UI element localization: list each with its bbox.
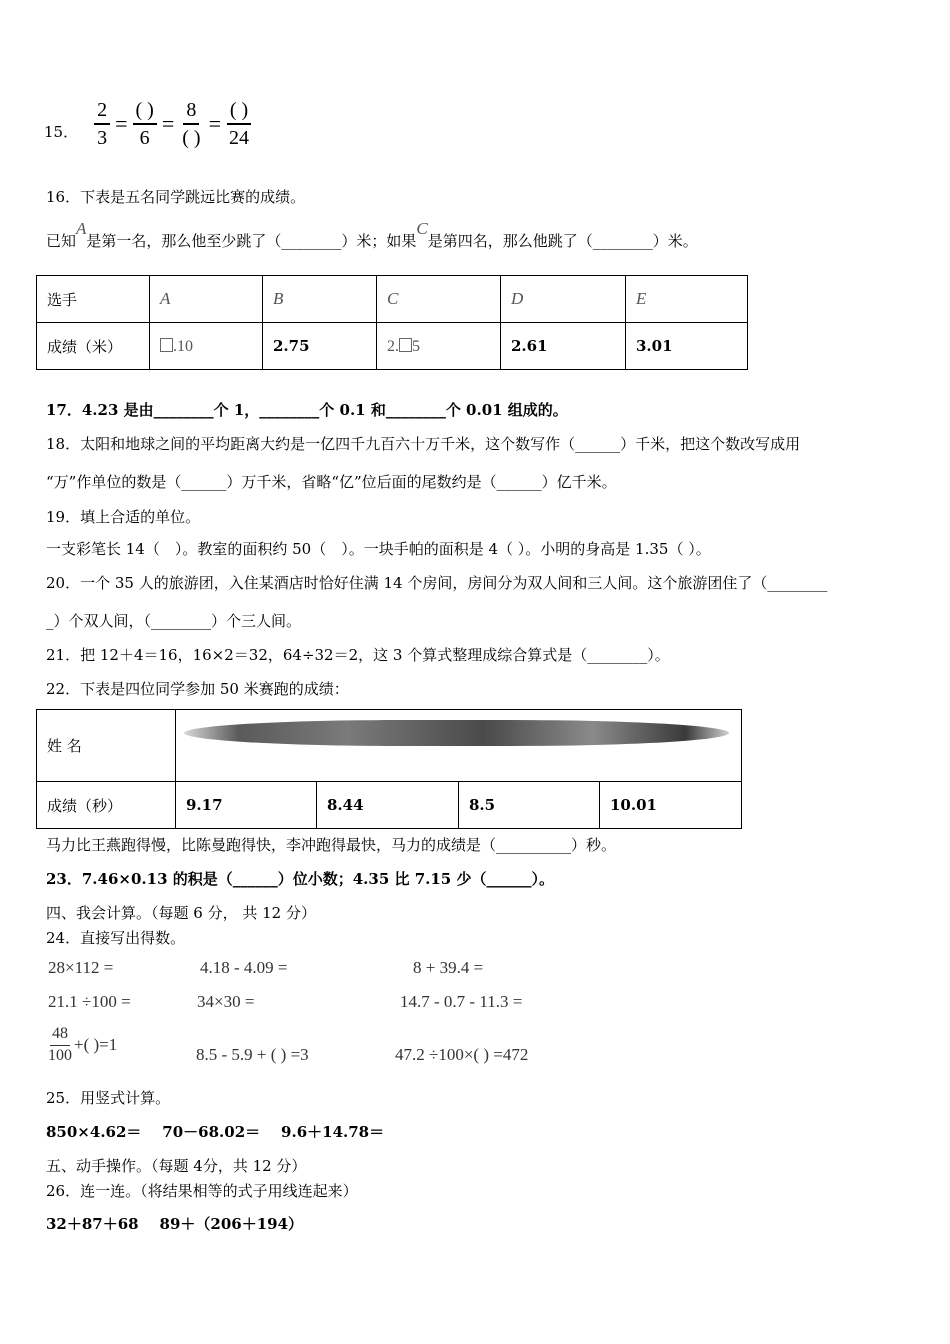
fraction-blank-24: $\frac{( )}{24}$ [226, 100, 252, 148]
score-b: 2.75 [263, 323, 377, 370]
q24-title: 24．直接写出得数。 [46, 929, 186, 947]
time-cell: 8.5 [459, 782, 600, 829]
section-5-heading: 五、动手操作。（每题 4分，共 12 分） [46, 1157, 307, 1175]
q26-line: 32＋87＋68 89＋（206＋194） [46, 1215, 304, 1233]
q15-equation: 15． $\frac{2}{3}$ = $\frac{( )}{6}$ = $\frac{8}{( )}$ = $\frac{( )}{24}$ [44, 100, 254, 148]
calc-item: 8.5 - 5.9 + ( ) =3 [196, 1045, 309, 1064]
q15-number: 15． [44, 122, 79, 141]
table-header: 选手 [37, 276, 150, 323]
time-cell: 9.17 [176, 782, 317, 829]
section-4-heading: 四、我会计算。（每题 6 分， 共 12 分） [46, 904, 316, 922]
q16-title: 16．下表是五名同学跳远比赛的成绩。 [46, 188, 306, 206]
q25-title: 25．用竖式计算。 [46, 1089, 171, 1107]
blank-box-icon [399, 338, 412, 352]
calc-item: 21.1 ÷100 = [48, 992, 131, 1011]
calc-item: 8 + 39.4 = [413, 958, 484, 977]
q19-title: 19．填上合适的单位。 [46, 508, 201, 526]
player-a: A [150, 276, 263, 323]
table-header: 成绩（米） [37, 323, 150, 370]
calc-item: 34×30 = [197, 992, 255, 1011]
calc-item-fraction: $\frac{48}{100}$ +( )=1 [48, 1025, 118, 1064]
calc-item: 14.7 - 0.7 - 11.3 = [400, 992, 523, 1011]
q22-title: 22．下表是四位同学参加 50 米赛跑的成绩： [46, 680, 349, 698]
q18-line1: 18．太阳和地球之间的平均距离大约是一亿四千九百六十万千米，这个数写作（______）千米，把这个数改写成用 [46, 435, 801, 453]
q25-line: 850×4.62＝ 70－68.02＝ 9.6＋14.78＝ [46, 1123, 385, 1141]
blurred-names-image [184, 720, 729, 746]
var-a: A [76, 219, 87, 238]
blank-box-icon [160, 338, 173, 352]
calc-item: 47.2 ÷100×( ) =472 [395, 1045, 529, 1064]
player-d: D [501, 276, 626, 323]
player-c: C [377, 276, 501, 323]
table-header: 姓 名 [37, 710, 176, 782]
player-e: E [626, 276, 748, 323]
q20-line1: 20．一个 35 人的旅游团，入住某酒店时恰好住满 14 个房间，房间分为双人间和三人间。这个旅游团住了（________ [46, 574, 828, 592]
long-jump-table [36, 275, 748, 370]
q20-line2: _）个双人间，（________）个三人间。 [46, 612, 302, 630]
calc-item: 4.18 - 4.09 = [200, 958, 288, 977]
time-cell: 10.01 [600, 782, 742, 829]
player-b: B [263, 276, 377, 323]
q22-question: 马力比王燕跑得慢，比陈曼跑得快，李冲跑得最快，马力的成绩是（__________）秒。 [46, 836, 617, 854]
fraction-blank-6: $\frac{( )}{6}$ [133, 100, 157, 148]
var-c: C [416, 219, 428, 238]
score-a: .10 [150, 323, 263, 370]
time-cell: 8.44 [317, 782, 459, 829]
q16-question: 已知A是第一名，那么他至少跳了（________）米；如果C是第四名，那么他跳了（________）米。 [46, 219, 698, 250]
q23: 23．7.46×0.13 的积是（______）位小数；4.35 比 7.15 少（______）。 [46, 870, 554, 888]
score-c: 2. 5 [377, 323, 501, 370]
names-obscured-image [176, 710, 742, 782]
score-e: 3.01 [626, 323, 748, 370]
calc-item: 28×112 = [48, 958, 114, 977]
fraction-2-3: $\frac{2}{3}$ [94, 100, 110, 148]
q26-title: 26．连一连。（将结果相等的式子用线连起来） [46, 1182, 358, 1200]
fraction-8-blank: $\frac{8}{( )}$ [182, 99, 201, 149]
q19-line: 一支彩笔长 14（ ）。教室的面积约 50（ ）。一块手帕的面积是 4（ ）。小明的身高是 1.35（ ）。 [46, 540, 711, 558]
table-header: 成绩（秒） [37, 782, 176, 829]
score-d: 2.61 [501, 323, 626, 370]
q18-line2: “万”作单位的数是（______）万千米，省略“亿”位后面的尾数约是（______）亿千米。 [46, 473, 617, 491]
q21: 21．把 12＋4＝16，16×2＝32，64÷32＝2，这 3 个算式整理成综合算式是（________）。 [46, 646, 670, 664]
fraction-48-100: $\frac{48}{100}$ [48, 1025, 72, 1064]
race-table [36, 709, 742, 829]
q17: 17．4.23 是由________个 1，________个 0.1 和________个 0.01 组成的。 [46, 401, 568, 419]
